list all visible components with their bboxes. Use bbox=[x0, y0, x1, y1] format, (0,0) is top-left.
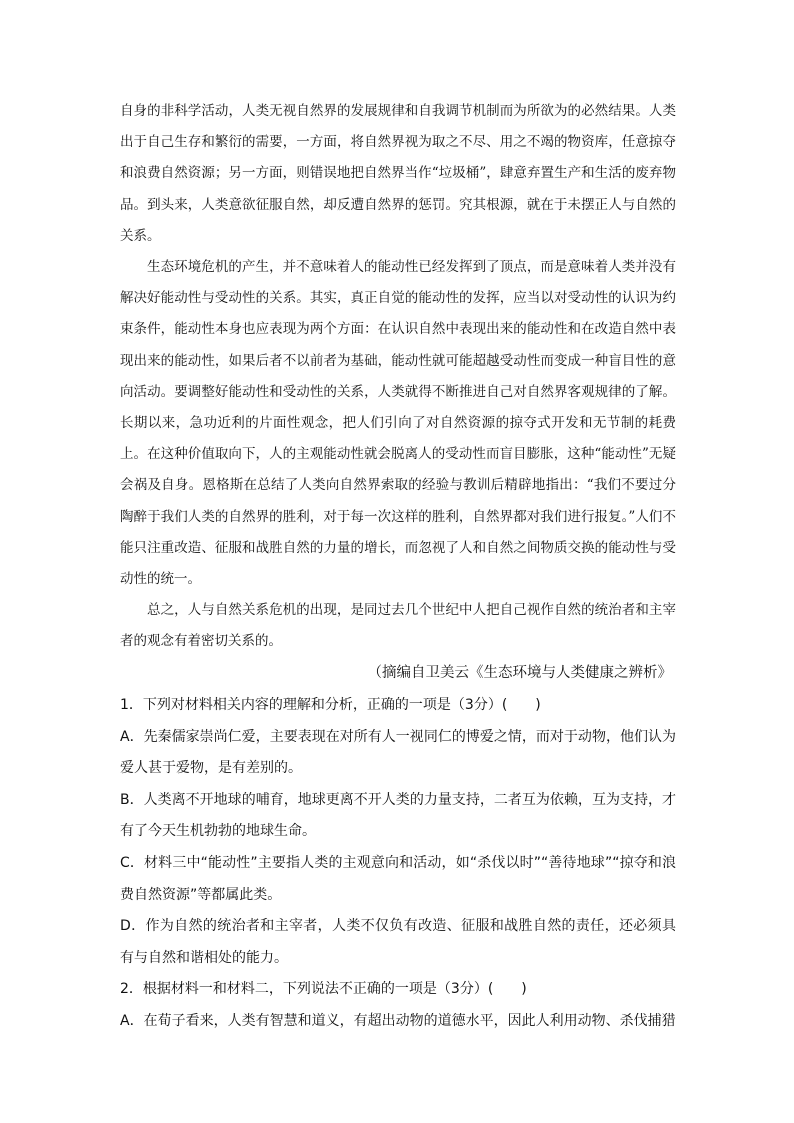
question-2-option-a: A．在荀子看来，人类有智慧和道义，有超出动物的道德水平，因此人利用动物、杀伐捕猎 bbox=[120, 1012, 676, 1029]
passage-paragraph: 自身的非科学活动，人类无视自然界的发展规律和自我调节机制而为所欲为的必然结果。人类出于自己生存和繁衍的需要，一方面，将自然界视为取之不尽、用之不竭的物资库，任意掠夺和浪费自然资源；另一方面，则错误地把自然界当作“垃圾桶”，肆意弃置生产和生活的废弃物品。到头来，人类意欲征服自然，却反遭自然界的惩罚。究其根源，就在于未摆正人与自然的关系。 bbox=[120, 103, 676, 244]
question-1-option-d: D．作为自然的统治者和主宰者，人类不仅负有改造、征服和战胜自然的责任，还必须具有与自然和谐相处的能力。 bbox=[120, 918, 676, 966]
reading-passage bbox=[120, 96, 676, 658]
question-section bbox=[120, 690, 676, 1038]
question-1-stem: 1．下列对材料相关内容的理解和分析，正确的一项是（3分）( ) bbox=[120, 697, 541, 713]
question-2-stem: 2．根据材料一和材料二，下列说法不正确的一项是（3分）( ) bbox=[120, 981, 527, 998]
passage-paragraph: 生态环境危机的产生，并不意味着人的能动性已经发挥到了顶点，而是意味着人类并没有解决好能动性与受动性的关系。其实，真正自觉的能动性的发挥，应当以对受动性的认识为约束条件，能动性本身也应表现为两个方面：在认识自然中表现出来的能动性和在改造自然中表现出来的能动性，如果后者不以前者为基础，能动性就可能超越受动性而变成一种盲目性的意向活动。要调整好能动性和受动性的关系，人类就得不断推进自己对自然界客观规律的了解。长期以来，急功近利的片面性观念，把人们引向了对自然资源的掠夺式开发和无节制的耗费上。在这种价值取向下，人的主观能动性就会脱离人的受动性而盲目膨胀，这种“能动性”无疑会祸及自身。恩格斯在总结了人类向自然界索取的经验与教训后精辟地指出：“我们不要过分陶醉于我们人类的自然界的胜利，对于每一次这样的胜利，自然界都对我们进行报复。”人们不能只注重改造、征服和战胜自然的力量的增长，而忽视了人和自然之间物质交换的能动性与受动性的统一。 bbox=[120, 259, 676, 588]
source-citation: （摘编自卫美云《生态环境与人类健康之辨析》 bbox=[367, 665, 672, 681]
passage-paragraph: 总之，人与自然关系危机的出现，是同过去几个世纪中人把自己视作自然的统治者和主宰者的观念有着密切关系的。 bbox=[120, 602, 676, 650]
question-1-option-b: B．人类离不开地球的哺育，地球更离不开人类的力量支持，二者互为依赖，互为支持，才有了今天生机勃勃的地球生命。 bbox=[120, 791, 676, 840]
question-1-option-a: A．先秦儒家崇尚仁爱，主要表现在对所有人一视同仁的博爱之情，而对于动物，他们认为爱人甚于爱物，是有差别的。 bbox=[120, 728, 676, 777]
question-1-option-c: C．材料三中“能动性”主要指人类的主观意向和活动，如“杀伐以时”“善待地球”“掠夺和浪费自然资源”等都属此类。 bbox=[120, 854, 676, 903]
